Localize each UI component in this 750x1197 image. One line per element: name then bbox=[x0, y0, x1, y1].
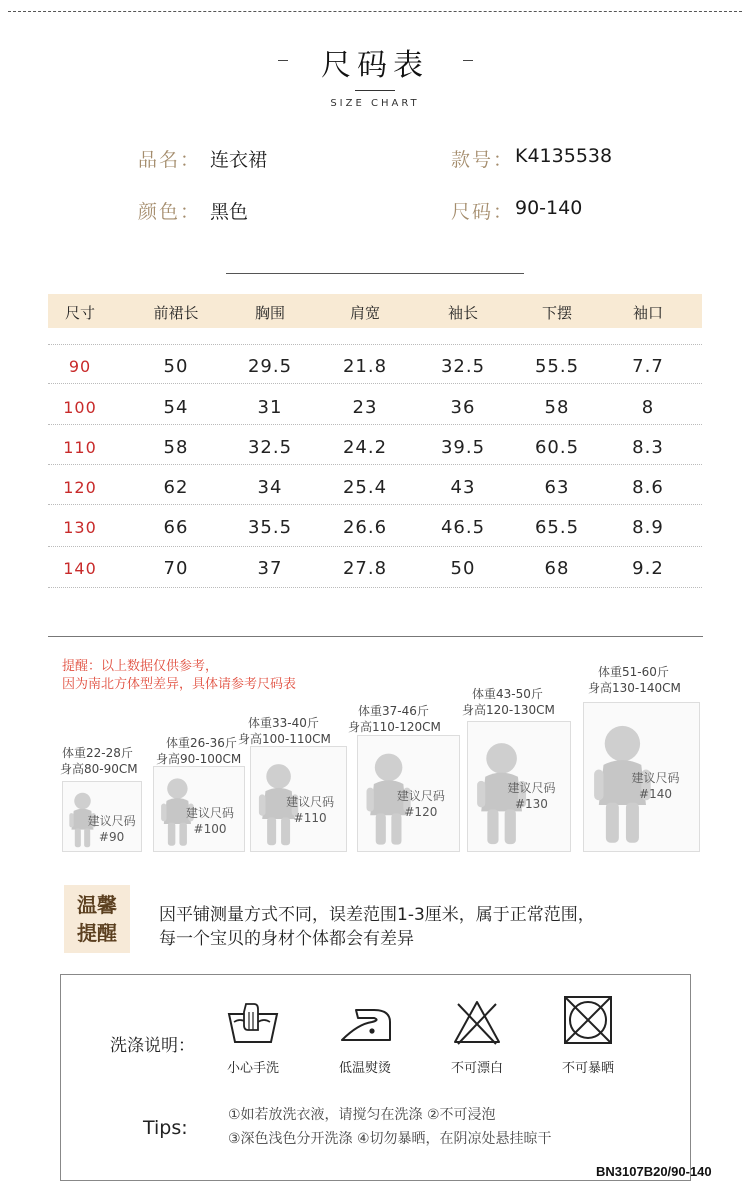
table-cell: 55.5 bbox=[534, 356, 580, 377]
kid-height-text: 身高110-120CM bbox=[348, 720, 441, 734]
product-name-label: 品名： bbox=[138, 149, 202, 171]
table-cell: 21.8 bbox=[342, 356, 388, 377]
table-cell: 8.3 bbox=[632, 437, 664, 458]
table-cell: 36 bbox=[450, 397, 476, 418]
kid-weight-text: 体重43-50斤 bbox=[472, 687, 543, 701]
table-cell: 68 bbox=[544, 558, 570, 579]
care-caption-2: 低温熨烫 bbox=[338, 1061, 392, 1076]
table-header-cell: 肩宽 bbox=[349, 304, 381, 322]
product-name-value: 连衣裙 bbox=[210, 149, 268, 171]
title-right-dash bbox=[463, 60, 473, 61]
no-tumble-dry-icon bbox=[562, 994, 614, 1046]
kid-recommend-size: #90 bbox=[98, 829, 125, 844]
kid-recommend-label: 建议尺码 bbox=[631, 770, 680, 785]
table-header-cell: 尺寸 bbox=[64, 304, 96, 322]
table-cell: 26.6 bbox=[342, 517, 388, 538]
tips-line-2: ③深色浅色分开洗涤 ④切勿暴晒，在阴凉处悬挂晾干 bbox=[228, 1131, 552, 1147]
kid-height-text: 身高90-100CM bbox=[156, 752, 242, 766]
table-cell: 8 bbox=[641, 397, 655, 418]
kid-weight-text: 体重22-28斤 bbox=[62, 746, 133, 760]
warm-tip-tag bbox=[64, 885, 130, 953]
section-divider bbox=[48, 636, 703, 637]
table-row-divider bbox=[48, 546, 702, 547]
table-row-divider bbox=[48, 464, 702, 465]
warm-tip-line-1: 因平铺测量方式不同，误差范围1-3厘米，属于正常范围， bbox=[159, 905, 595, 925]
table-cell: 37 bbox=[257, 558, 283, 579]
table-cell: 60.5 bbox=[534, 437, 580, 458]
table-cell: 8.6 bbox=[632, 477, 664, 498]
size-range-value: 90-140 bbox=[515, 197, 583, 219]
table-cell: 8.9 bbox=[632, 517, 664, 538]
kid-weight-text: 体重37-46斤 bbox=[358, 704, 429, 718]
kid-weight-text: 体重51-60斤 bbox=[598, 665, 669, 679]
kid-recommend-size: #130 bbox=[514, 796, 548, 811]
table-row-divider bbox=[48, 587, 702, 588]
table-cell: 7.7 bbox=[632, 356, 664, 377]
no-bleach-icon bbox=[452, 998, 502, 1046]
table-row-divider bbox=[48, 424, 702, 425]
table-size-cell: 130 bbox=[63, 518, 97, 537]
kid-recommend-label: 建议尺码 bbox=[186, 805, 235, 820]
care-caption-1: 小心手洗 bbox=[226, 1061, 280, 1076]
table-cell: 58 bbox=[544, 397, 570, 418]
notice-line-2: 因为南北方体型差异，具体请参考尺码表 bbox=[62, 677, 297, 692]
table-cell: 43 bbox=[450, 477, 476, 498]
tips-label: Tips: bbox=[143, 1117, 188, 1139]
hand-wash-icon bbox=[226, 1000, 280, 1046]
table-cell: 27.8 bbox=[342, 558, 388, 579]
table-size-cell: 110 bbox=[63, 438, 97, 457]
table-cell: 32.5 bbox=[247, 437, 293, 458]
page-title: 尺码表 bbox=[321, 48, 429, 83]
low-iron-icon bbox=[340, 1004, 394, 1044]
notice-line-1: 提醒：以上数据仅供参考， bbox=[62, 659, 219, 674]
table-cell: 31 bbox=[257, 397, 283, 418]
kid-recommend-size: #110 bbox=[293, 810, 327, 825]
table-cell: 54 bbox=[163, 397, 189, 418]
table-cell: 23 bbox=[352, 397, 378, 418]
kid-recommend-label: 建议尺码 bbox=[286, 794, 335, 809]
table-cell: 9.2 bbox=[632, 558, 664, 579]
table-row-divider bbox=[48, 504, 702, 505]
kid-recommend-label: 建议尺码 bbox=[396, 788, 445, 803]
table-cell: 24.2 bbox=[342, 437, 388, 458]
style-number-label: 款号： bbox=[451, 149, 515, 171]
table-cell: 32.5 bbox=[440, 356, 486, 377]
care-label: 洗涤说明： bbox=[110, 1036, 195, 1056]
kid-height-text: 身高130-140CM bbox=[588, 681, 681, 695]
care-caption-3: 不可漂白 bbox=[450, 1061, 504, 1076]
product-code: BN3107B20/90-140 bbox=[596, 1164, 712, 1179]
table-size-cell: 100 bbox=[63, 398, 97, 417]
table-cell: 46.5 bbox=[440, 517, 486, 538]
kid-weight-text: 体重26-36斤 bbox=[166, 736, 237, 750]
table-cell: 25.4 bbox=[342, 477, 388, 498]
info-divider bbox=[226, 273, 524, 274]
warm-tip-tag-line-2: 提醒 bbox=[77, 921, 117, 945]
table-cell: 70 bbox=[163, 558, 189, 579]
color-value: 黑色 bbox=[210, 201, 249, 223]
kid-recommend-size: #120 bbox=[404, 804, 438, 819]
table-row-divider bbox=[48, 344, 702, 345]
table-header-cell: 下摆 bbox=[541, 304, 573, 322]
table-cell: 29.5 bbox=[247, 356, 293, 377]
size-range-label: 尺码： bbox=[451, 201, 515, 223]
table-cell: 66 bbox=[163, 517, 189, 538]
title-underline bbox=[355, 90, 395, 91]
care-caption-4: 不可暴晒 bbox=[561, 1061, 615, 1076]
warm-tip-tag-line-1: 温馨 bbox=[77, 893, 117, 917]
table-header-cell: 前裙长 bbox=[153, 304, 199, 322]
page-subtitle: SIZE CHART bbox=[330, 98, 420, 109]
table-cell: 65.5 bbox=[534, 517, 580, 538]
table-cell: 34 bbox=[257, 477, 283, 498]
kid-recommend-label: 建议尺码 bbox=[507, 780, 556, 795]
table-cell: 50 bbox=[163, 356, 189, 377]
top-dashed-border bbox=[8, 11, 742, 12]
table-cell: 35.5 bbox=[247, 517, 293, 538]
table-cell: 58 bbox=[163, 437, 189, 458]
kid-recommend-size: #100 bbox=[193, 821, 227, 836]
table-size-cell: 140 bbox=[63, 559, 97, 578]
warm-tip-line-2: 每一个宝贝的身材个体都会有差异 bbox=[159, 929, 414, 949]
table-size-cell: 90 bbox=[68, 357, 92, 376]
style-number-value: K4135538 bbox=[515, 145, 613, 167]
kid-recommend-label: 建议尺码 bbox=[87, 813, 136, 828]
color-label: 颜色： bbox=[138, 201, 202, 223]
table-cell: 50 bbox=[450, 558, 476, 579]
tips-line-1: ①如若放洗衣液，请搅匀在洗涤 ②不可浸泡 bbox=[228, 1107, 496, 1123]
table-row-divider bbox=[48, 383, 702, 384]
table-header-cell: 袖口 bbox=[632, 304, 664, 322]
table-header-cell: 胸围 bbox=[254, 304, 286, 322]
table-size-cell: 120 bbox=[63, 478, 97, 497]
kid-height-text: 身高80-90CM bbox=[60, 762, 138, 776]
kid-height-text: 身高100-110CM bbox=[238, 732, 331, 746]
kid-height-text: 身高120-130CM bbox=[462, 703, 555, 717]
kid-recommend-size: #140 bbox=[639, 786, 673, 801]
table-cell: 63 bbox=[544, 477, 570, 498]
table-cell: 39.5 bbox=[440, 437, 486, 458]
table-header-cell: 袖长 bbox=[447, 304, 479, 322]
table-cell: 62 bbox=[163, 477, 189, 498]
kid-weight-text: 体重33-40斤 bbox=[248, 716, 319, 730]
